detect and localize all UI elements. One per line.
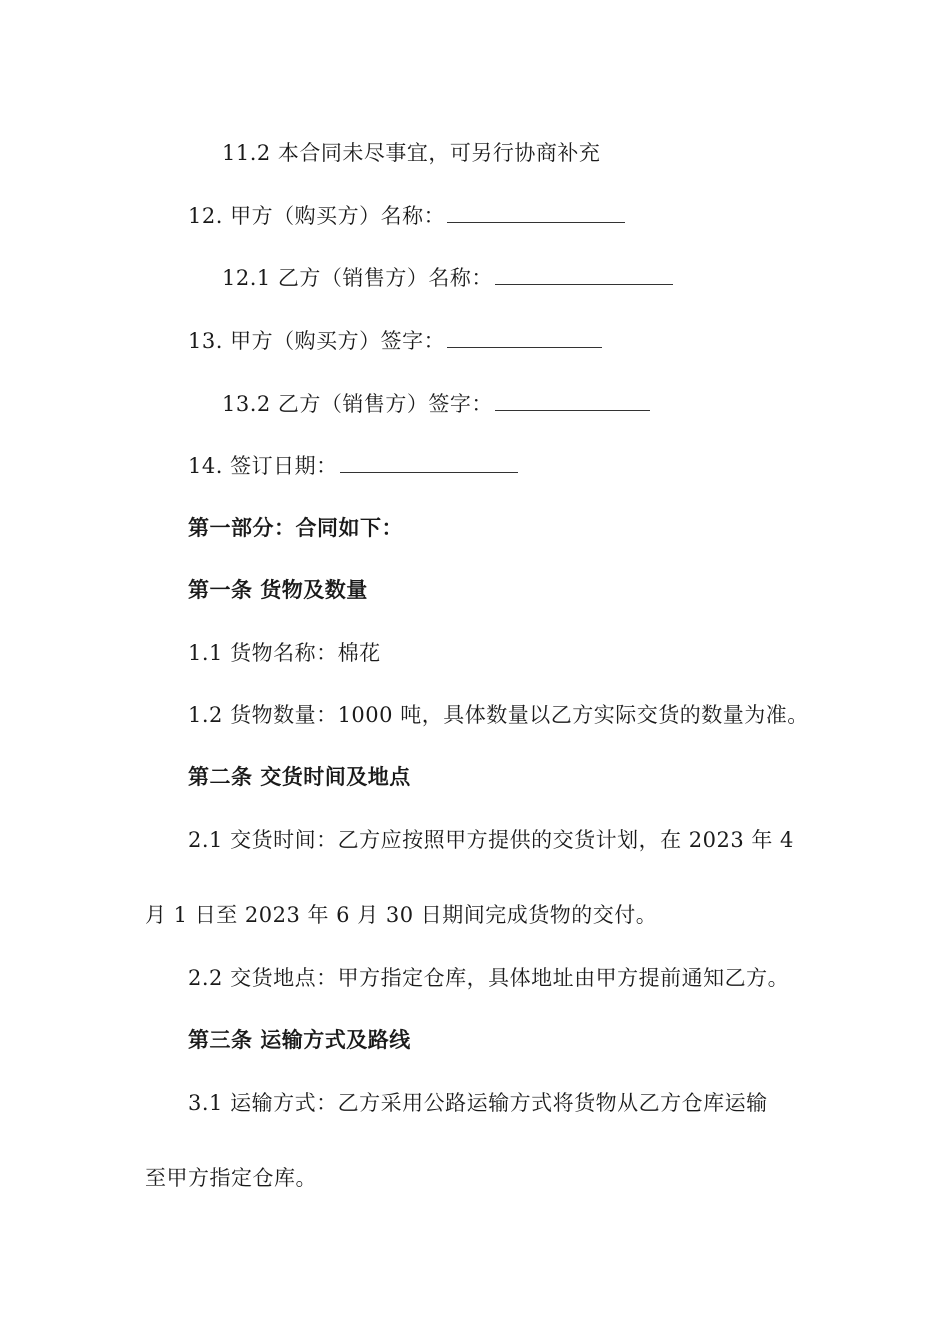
article-one-heading: 第一条 货物及数量 xyxy=(188,577,368,602)
part-one-heading: 第一部分：合同如下： xyxy=(188,515,403,540)
clause-2-1-continued: 月 1 日至 2023 年 6 月 30 日期间完成货物的交付。 xyxy=(145,903,658,927)
clause-1-1: 1.1 货物名称：棉花 xyxy=(188,641,381,665)
clause-3-1: 3.1 运输方式：乙方采用公路运输方式将货物从乙方仓库运输 xyxy=(188,1091,768,1115)
party-b-name-line: 12.1 乙方（销售方）名称： xyxy=(222,264,673,291)
party-a-name-line: 12. 甲方（购买方）名称： xyxy=(188,202,625,229)
clause-3-1-continued: 至甲方指定仓库。 xyxy=(145,1166,317,1190)
party-b-signature-line: 13.2 乙方（销售方）签字： xyxy=(222,390,650,417)
party-b-name-blank[interactable] xyxy=(495,264,673,285)
party-a-signature-blank[interactable] xyxy=(447,327,602,348)
clause-2-1: 2.1 交货时间：乙方应按照甲方提供的交货计划，在 2023 年 4 xyxy=(188,828,794,852)
article-three-heading: 第三条 运输方式及路线 xyxy=(188,1027,411,1052)
party-a-signature-line: 13. 甲方（购买方）签字： xyxy=(188,327,602,354)
clause-11-2: 11.2 本合同未尽事宜，可另行协商补充 xyxy=(222,141,601,165)
clause-2-2: 2.2 交货地点：甲方指定仓库，具体地址由甲方提前通知乙方。 xyxy=(188,966,790,990)
article-two-heading: 第二条 交货时间及地点 xyxy=(188,764,411,789)
party-a-name-blank[interactable] xyxy=(447,202,625,223)
signing-date-blank[interactable] xyxy=(340,452,518,473)
clause-1-2: 1.2 货物数量：1000 吨，具体数量以乙方实际交货的数量为准。 xyxy=(188,703,809,727)
signing-date-line: 14. 签订日期： xyxy=(188,452,518,479)
party-b-signature-blank[interactable] xyxy=(495,390,650,411)
